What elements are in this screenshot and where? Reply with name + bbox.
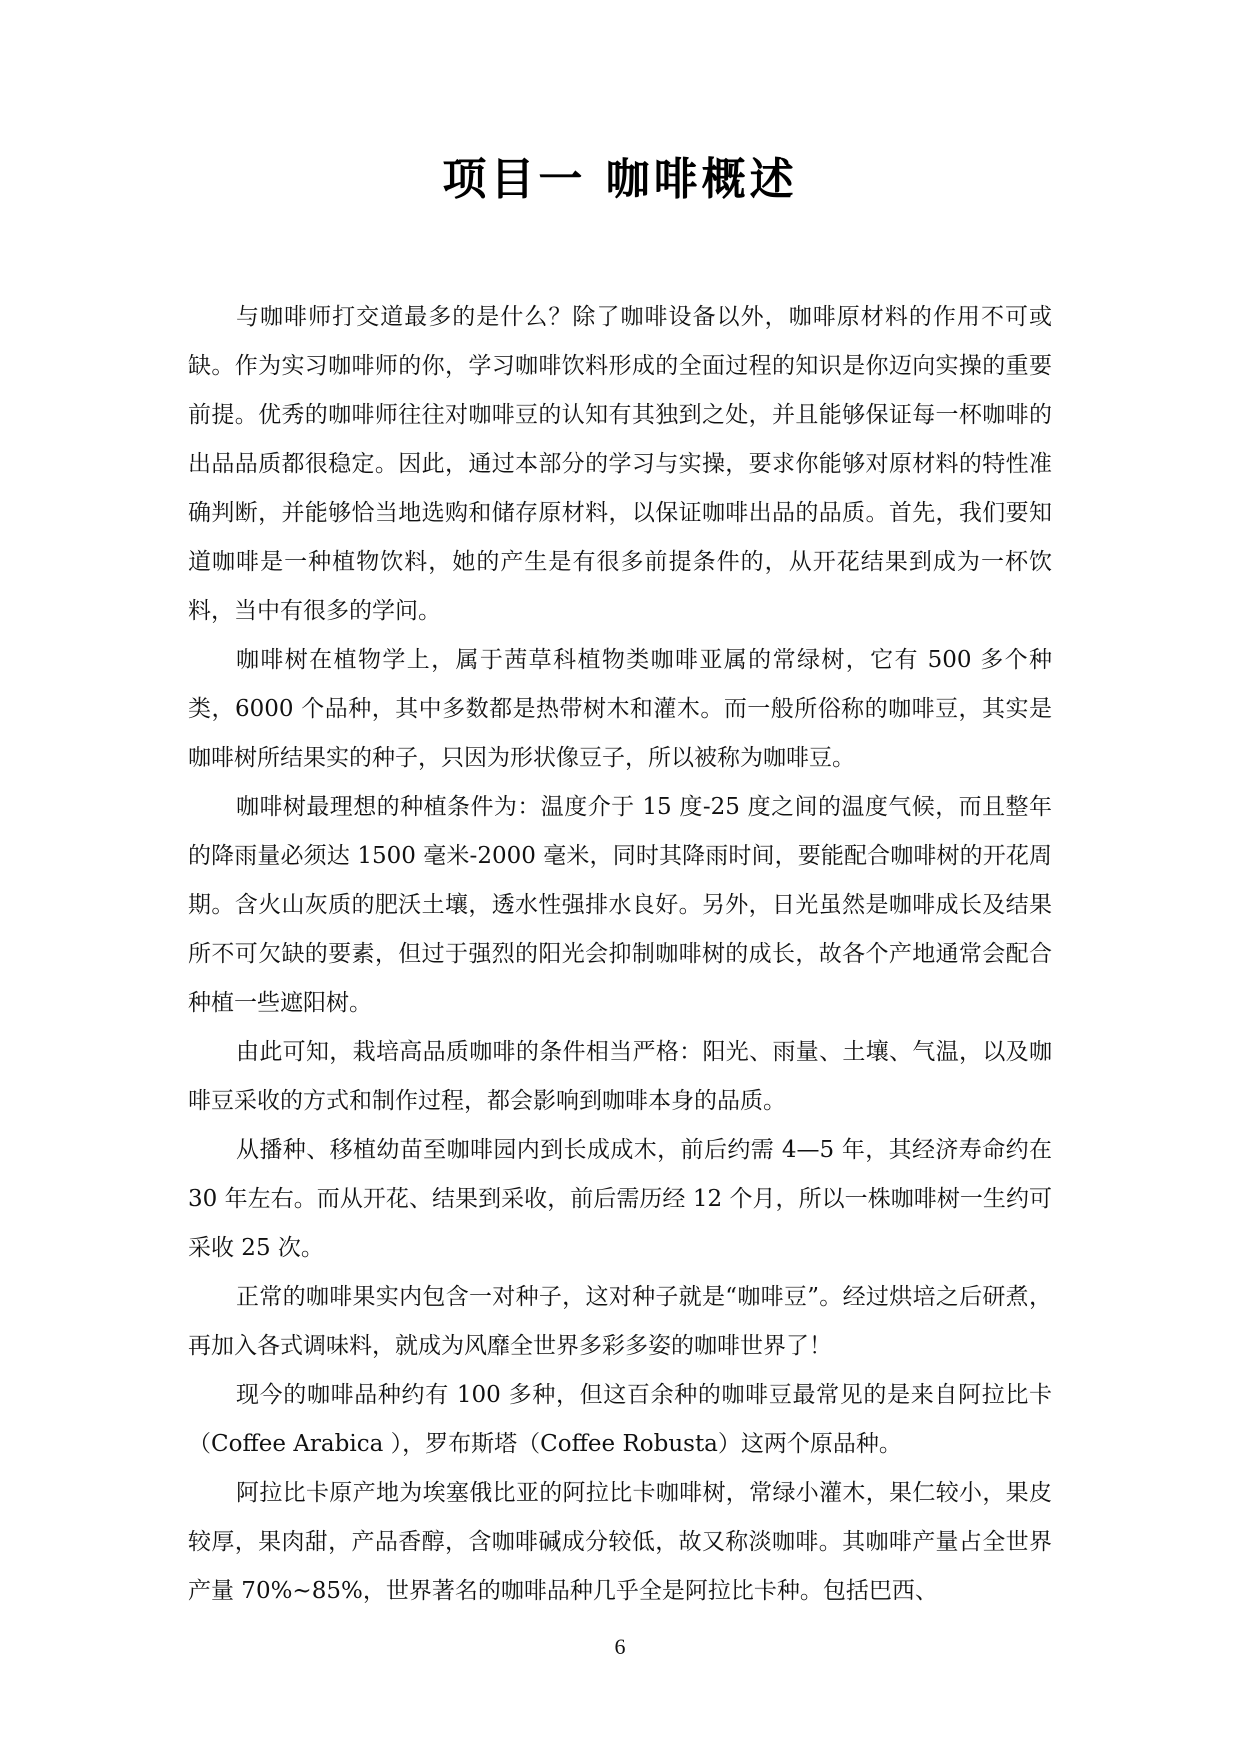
paragraph: 咖啡树在植物学上，属于茜草科植物类咖啡亚属的常绿树，它有 500 多个种类，6000 个品种，其中多数都是热带树木和灌木。而一般所俗称的咖啡豆，其实是咖啡树所结果实的种子，只因为形状像豆子，所以被称为咖啡豆。 [188,647,1052,771]
paragraph: 阿拉比卡原产地为埃塞俄比亚的阿拉比卡咖啡树，常绿小灌木，果仁较小，果皮较厚，果肉甜，产品香醇，含咖啡碱成分较低，故又称淡咖啡。其咖啡产量占全世界产量 70%~85%，世界著名的咖啡品种几乎全是阿拉比卡种。包括巴西、 [188,1480,1052,1604]
paragraph: 从播种、移植幼苗至咖啡园内到长成成木，前后约需 4—5 年，其经济寿命约在 30 年左右。而从开花、结果到采收，前后需历经 12 个月，所以一株咖啡树一生约可采收 25 次。 [188,1137,1052,1261]
paragraph: 与咖啡师打交道最多的是什么？除了咖啡设备以外，咖啡原材料的作用不可或缺。作为实习咖啡师的你，学习咖啡饮料形成的全面过程的知识是你迈向实操的重要前提。优秀的咖啡师往往对咖啡豆的认知有其独到之处，并且能够保证每一杯咖啡的出品品质都很稳定。因此，通过本部分的学习与实操，要求你能够对原材料的特性准确判断，并能够恰当地选购和储存原材料，以保证咖啡出品的品质。首先，我们要知道咖啡是一种植物饮料，她的产生是有很多前提条件的，从开花结果到成为一杯饮料，当中有很多的学问。 [188,304,1052,624]
paragraph: 咖啡树最理想的种植条件为：温度介于 15 度-25 度之间的温度气候，而且整年的降雨量必须达 1500 毫米-2000 毫米，同时其降雨时间，要能配合咖啡树的开花周期。含火山灰质的肥沃土壤，透水性强排水良好。另外，日光虽然是咖啡成长及结果所不可欠缺的要素，但过于强烈的阳光会抑制咖啡树的成长，故各个产地通常会配合种植一些遮阳树。 [188,794,1052,1016]
page-number: 6 [614,1634,626,1659]
paragraph: 现今的咖啡品种约有 100 多种，但这百余种的咖啡豆最常见的是来自阿拉比卡（Coffee Arabica ），罗布斯塔（Coffee Robusta）这两个原品种。 [188,1382,1052,1457]
paragraph: 正常的咖啡果实内包含一对种子，这对种子就是“咖啡豆”。经过烘培之后研煮，再加入各式调味料，就成为风靡全世界多彩多姿的咖啡世界了！ [188,1284,1052,1359]
paragraph: 由此可知，栽培高品质咖啡的条件相当严格：阳光、雨量、土壤、气温，以及咖啡豆采收的方式和制作过程，都会影响到咖啡本身的品质。 [188,1039,1052,1114]
page-title: 项目一 咖啡概述 [442,154,798,205]
body-text [188,293,1052,1616]
